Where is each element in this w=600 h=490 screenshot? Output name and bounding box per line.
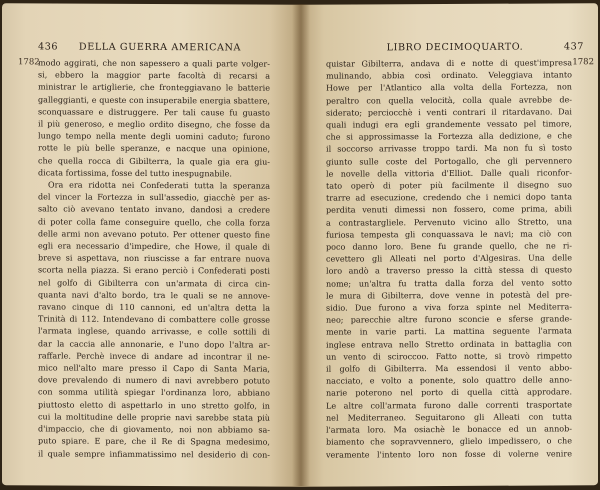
text-line: inglese entrava nello Stretto ordinata in battaglia con [326,339,572,350]
text-line: il quale sempre infiammatissimo nel desiderio di con- [38,448,270,460]
text-line: narie poterono nel porto di quella città approdare. [326,387,572,399]
text-line: poco danno loro. Bene fu grande quello, che ne ri- [326,241,572,252]
text-line: egli era necessario d'impedire, che Howe, il quale di [38,241,270,252]
text-line: mico nell'alto mare presso il Capo di Santa Maria, [38,363,270,374]
text-line: nome; un'altra fu tratta dalla forza del vento sotto [326,278,572,289]
text-line: dove prevalendo di numero di navi avrebbero potuto [38,375,270,386]
text-line: quanta navi d'alto bordo, tra le quali se ne annove- [38,290,270,301]
text-line: che si approssimasse la Fortezza alla dedizione, e che [326,131,572,142]
text-line: un vento di sciroccoo. Fatto notte, si trovò rimpetto [326,351,572,362]
left-running-head [38,41,282,56]
text-line: quali indugi era egli grandemente vessato pel timore, [326,119,572,130]
text-line: nel Mediterraneo. Seguitarono gli Alleati con tutta [326,412,572,423]
text-line: veramente l'intento loro non fosse di volerne venire [326,448,572,460]
text-line: nacciato, e volto a ponente, solo quattro delle anno- [326,375,572,386]
text-line: rotte le più belle speranze, e nacque una opinione, [38,143,270,155]
text-line: d'impaccio, che di giovamento, noi non abbiamo sa- [38,424,270,435]
text-line: cevettero gli Alleati nel porto d'Algesiras. Una delle [326,253,572,264]
text-line: mente in varie parti. La mattina seguente l'armata [326,326,572,338]
book-spine-shadow [292,4,310,486]
text-line: Trinità di 112. Intendevano di combattere colle grosse [38,314,270,325]
text-line: con somma utilità spiegar l'ordinanza loro, abbiano [38,387,270,399]
text-line: trarre ad esecuzione, credendo che i nemici dopo tanta [326,192,572,203]
right-margin-year: 1782 [572,57,594,68]
text-line: dar la caccia alle annonarie, e l'uno dopo l'altra ar- [38,339,270,350]
text-line: l'armata loro. Ma osiachè le bonacce ed un annob- [326,424,572,435]
text-line: lungo tempo nella mente degli uomini caduto; furono [38,131,270,142]
text-line: perdita venuti dimessi non fossero, come prima, abili [326,204,572,216]
right-page [300,3,598,487]
right-page-number: 437 [563,41,584,53]
text-line: cui la moltitudine delle proprie navi sarebbe stata più [38,412,270,423]
text-line: giunto sulle coste del Portogallo, che gli pervennero [326,155,572,167]
text-line: ministrar le artiglierie, che fronteggiavano le batterie [38,82,270,94]
left-page [2,3,300,487]
right-running-title: LIBRO DECIMOQUARTO. [386,41,524,54]
text-line: neo; parecchie altre furono sconcie e sferse grande- [326,314,572,325]
text-line: sidio. Due furono a viva forza spinte nel Mediterra- [326,302,572,313]
text-line: mulinando, abbia così ordinato. Veleggiava intanto [326,70,572,81]
text-line: modo aggirati, che non sapessero a quali parte volger- [38,58,270,69]
text-line: peraltro con quella velocità, colla quale avrebbe de- [326,94,572,106]
text-line: ravano cinque di 110 cannoni, ed un'altra detta la [38,302,270,313]
text-line: nel golfo di Gibilterra con un'armata di circa cin- [38,278,270,289]
text-line: galleggianti, e queste con insuperabile energia sbattere, [38,95,270,106]
text-line: scorta nella piazza. Si erano perciò i Confederati posti [38,265,270,277]
right-body-text [326,57,572,461]
text-line: si, ebbero la maggior parte facoltà di recarsi a [38,70,270,81]
text-line: Ora era ridotta nei Confederati tutta la speranza [48,180,270,191]
text-line: del vincer la Fortezza in sull'assedio, giacchè per as- [38,192,270,203]
text-line: breve si aspettava, non riuscisse a far entrare nuova [38,253,270,264]
text-line: Howe per l'Atlantico alla volta della Fortezza, non [326,82,572,94]
text-line: puto spiare. E pare, che il Re di Spagna medesimo, [38,436,270,447]
text-line: che quella rocca di Gibilterra, la quale gia era giu- [38,156,270,167]
text-line: biamento che sopravvennero, glielo impedissero, o che [326,436,572,447]
text-line: raffarle. Perchè invece di andare ad incontrar il ne- [38,351,270,362]
left-body-text [38,57,270,461]
text-line: il più generoso, e meglio ordito disegno, che fosse da [38,119,270,130]
text-line: salto ciò avevano tentato invano, dandosi a credere [38,204,270,216]
text-line: di poter colla fame conseguire quello, che colla forza [38,217,270,228]
text-line: tato operò di poter più facilmente il disegno suo [326,180,572,191]
left-margin-year: 1782 [18,57,40,68]
text-line: le mura di Gibilterra, dove venne in potestà del pre- [326,290,572,301]
text-line: delle armi non avevano potuto. Per ottener questo fine [38,229,270,240]
text-line: le novelle della vittoria d'Elliot. Dalle quali riconfor- [326,168,572,179]
text-line: l'armata inglese, quando arrivasse, e colle sottili di [38,326,270,338]
text-line: il soccorso arrivasse troppo tardi. Ma non fu sì tosto [326,143,572,155]
text-line: furiosa tempesta gli conquassava le navi; ma ciò con [326,229,572,240]
text-line: piuttosto eletto di aspettarlo in uno stretto golfo, in [38,400,270,411]
text-line: sconquassare e distruggere. Per tali cause fu guasto [38,107,270,118]
text-line: loro andò a traverso presso la città stessa di questo [326,265,572,277]
right-running-head [326,41,584,56]
text-line: il golfo di Gibilterra. Ma essendosi il vento abbo- [326,363,572,374]
text-line: Le altre coll'armata furono dalle correnti trasportate [326,400,572,411]
text-line: a contrastargliele. Pervenuto vicino allo Stretto, una [326,216,572,228]
left-page-number: 436 [38,41,59,53]
text-line: quistar Gibilterra, andava di e notte di quest'impresa [326,58,572,69]
open-book [2,4,598,486]
text-line: siderato; perciocchè i venti contrari il ritardavano. Dai [326,107,572,118]
left-running-title: DELLA GUERRA AMERICANA [78,41,242,54]
text-line: dicata fortissima, fosse del tutto inespugnabile. [38,168,232,179]
